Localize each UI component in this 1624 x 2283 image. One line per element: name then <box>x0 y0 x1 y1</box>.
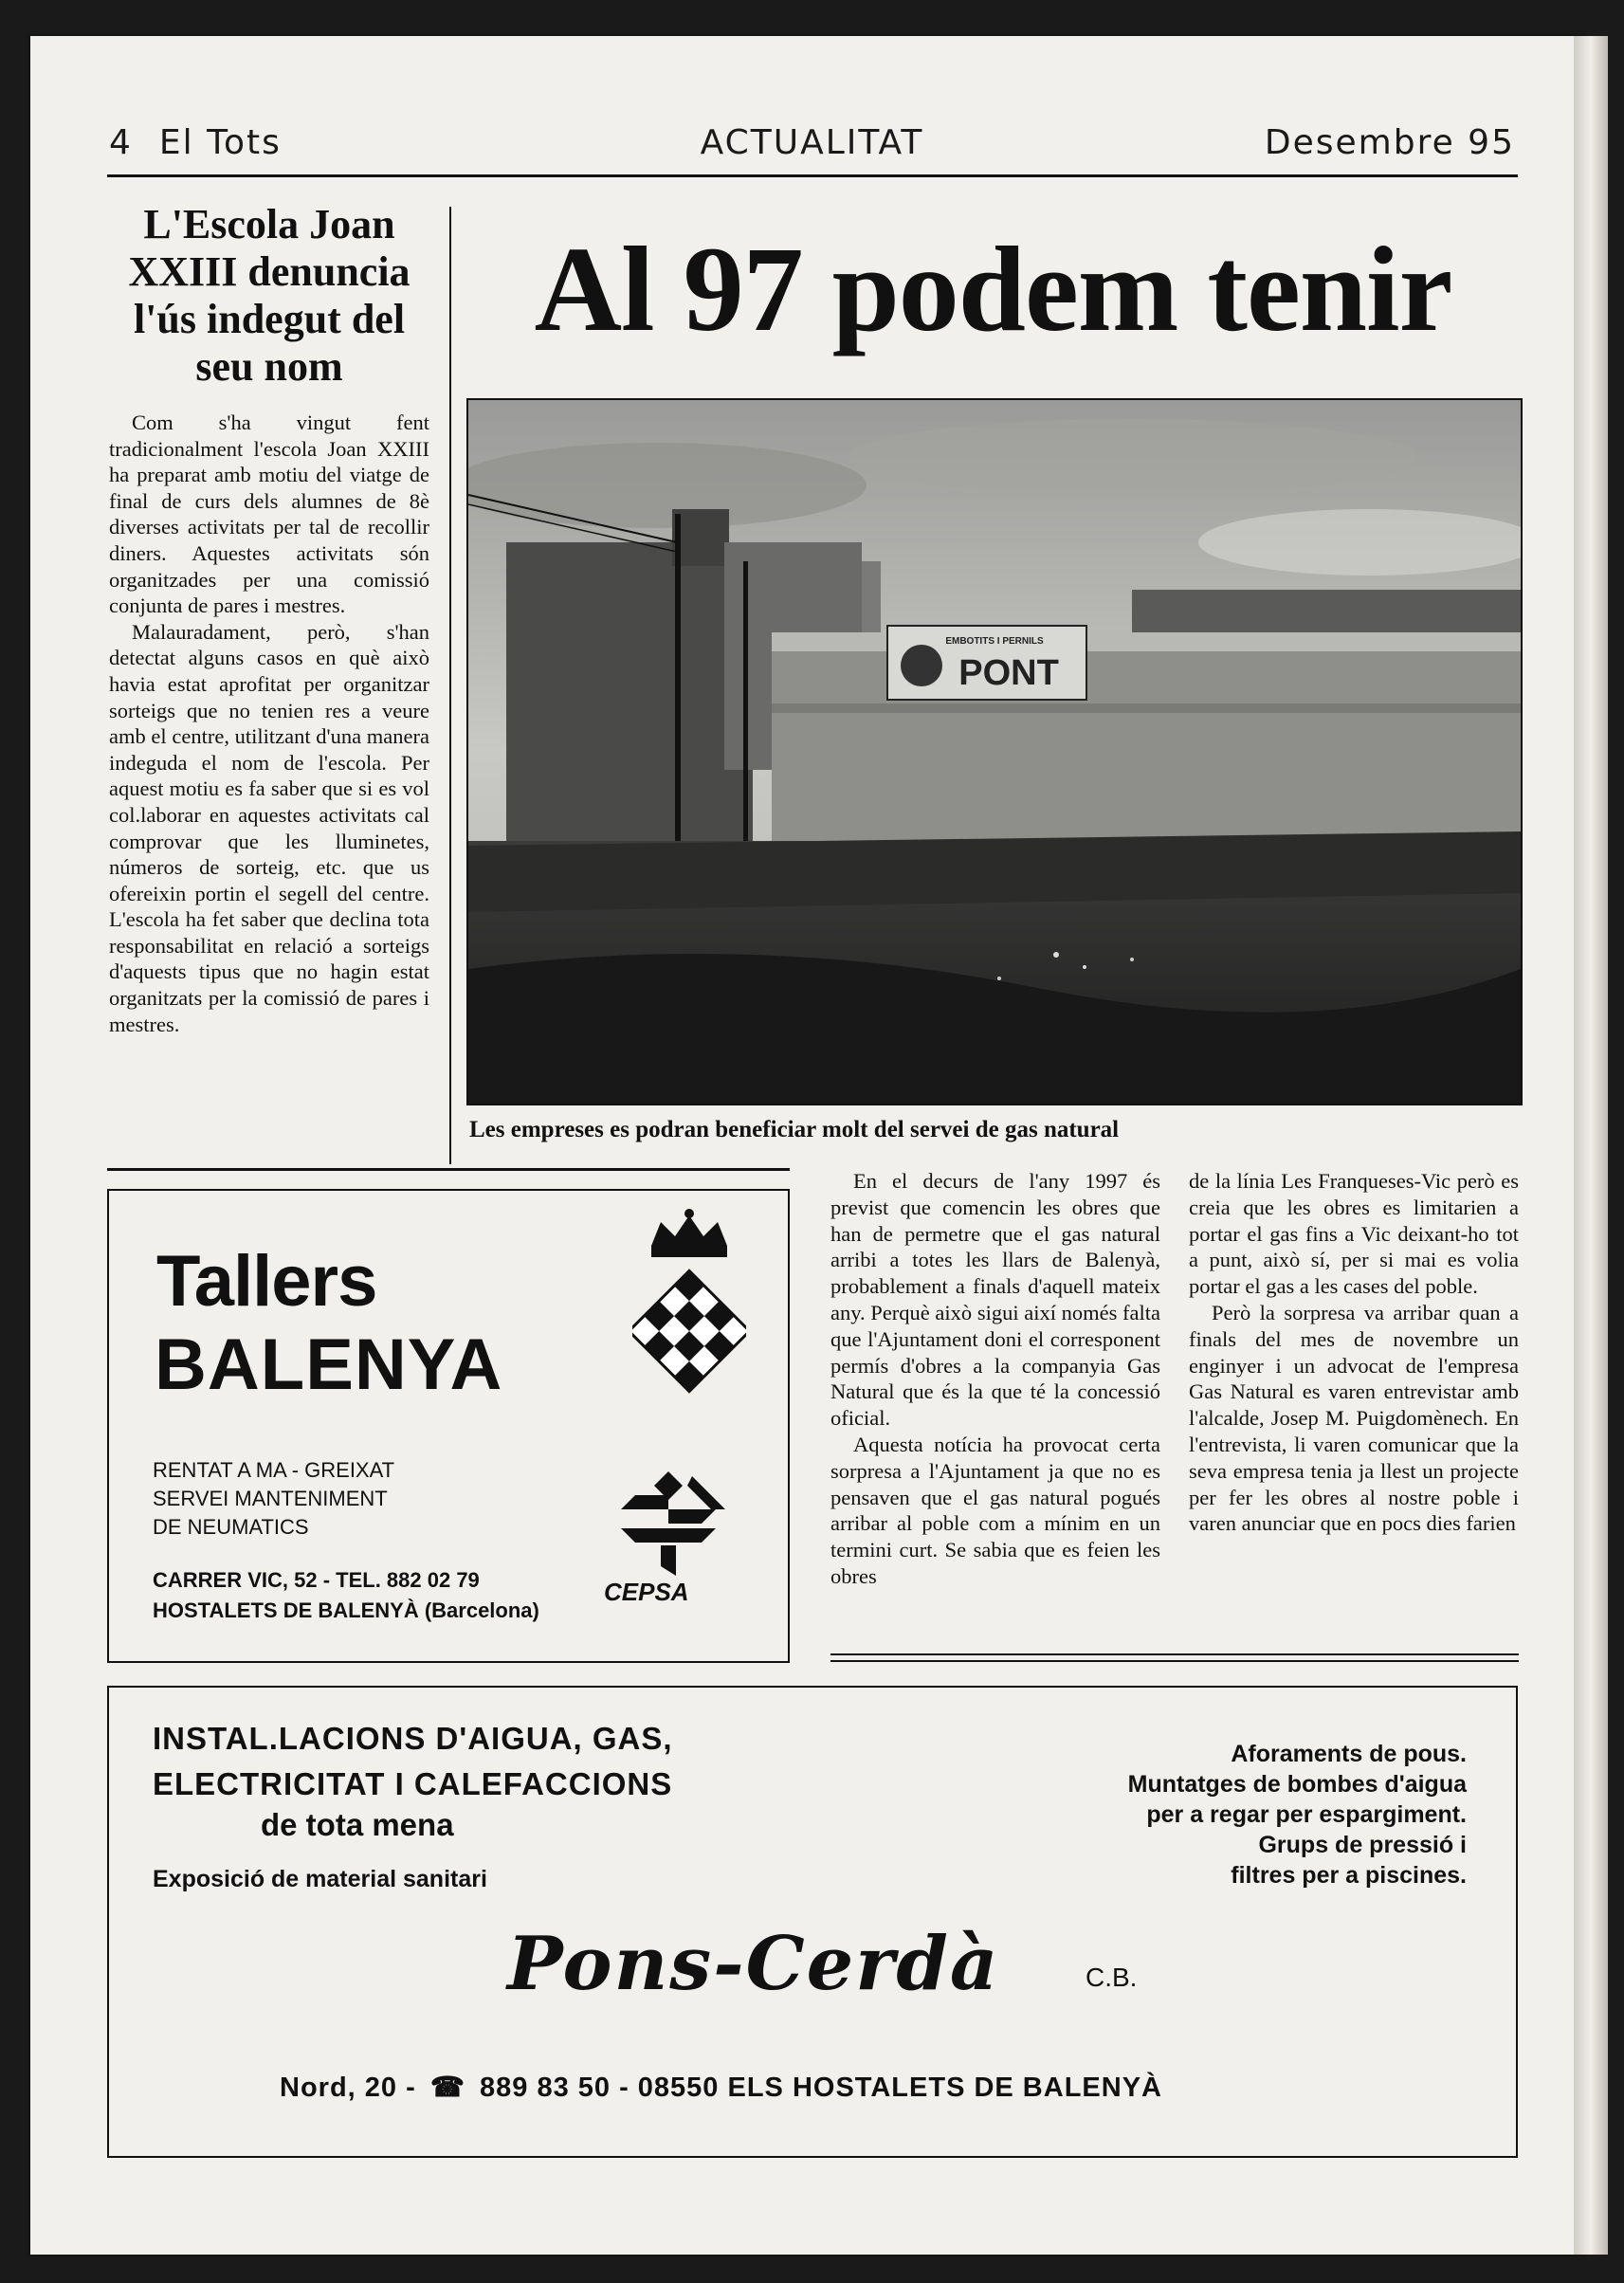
article-end-rule <box>830 1660 1519 1662</box>
article-paragraph: de la línia Les Franqueses-Vic però es creia que les obres es limitarien a portar el gas fins a Vic deixant-ho tot a punt, això sí, per si mai es volia portar el gas a les cases del poble. <box>1189 1169 1519 1299</box>
ad-line-3: de tota mena <box>261 1807 454 1842</box>
ad-line-1: INSTAL.LACIONS D'AIGUA, GAS, <box>153 1721 673 1756</box>
cepsa-brand: CEPSA <box>604 1578 689 1606</box>
header-rule <box>107 174 1518 177</box>
main-article-column-2 <box>1189 1168 1519 1537</box>
footer-town: - 08550 ELS HOSTALETS DE BALENYÀ <box>619 2073 1162 2103</box>
side-article-title: L'Escola Joan XXIII denuncia l'ús indegut del seu nom <box>128 201 411 390</box>
footer-street: Nord, 20 - <box>280 2073 416 2103</box>
side-article-body <box>109 410 429 1037</box>
ad-services <box>153 1456 394 1542</box>
pons-cerda-logo: Pons-Cerdà <box>507 1921 1000 2007</box>
article-rule <box>107 1168 790 1171</box>
ad-right-line: per a regar per espargiment. <box>1146 1801 1467 1828</box>
ad-service-line: SERVEI MANTENIMENT <box>153 1487 388 1510</box>
photo-caption: Les empreses es podran beneficiar molt del servei de gas natural <box>469 1117 1120 1142</box>
factory-photo <box>466 398 1523 1105</box>
next-page-edge <box>1574 36 1608 2255</box>
ad-title-line2: BALENYA <box>155 1324 503 1405</box>
pons-cerda-ad <box>107 1686 1518 2158</box>
column-divider <box>449 207 451 1164</box>
publication-name: El Tots <box>158 123 282 162</box>
ad-title-line1: Tallers <box>156 1241 377 1322</box>
phone-icon: ☎ <box>429 2073 465 2103</box>
main-headline: Al 97 podem tenir <box>534 222 1452 356</box>
ad-line-4: Exposició de material sanitari <box>153 1866 487 1892</box>
sign-small-text: EMBOTITS I PERNILS <box>945 636 1044 647</box>
ad-right-line: Aforaments de pous. <box>1231 1741 1467 1767</box>
footer-phone: 889 83 50 <box>480 2073 611 2103</box>
cepsa-logo-icon <box>602 1471 735 1580</box>
ad-services-right <box>1128 1739 1467 1890</box>
sign-pont-text: PONT <box>958 653 1059 693</box>
issue-date: Desembre 95 <box>1264 123 1515 162</box>
page-number: 4 <box>109 123 133 162</box>
main-article-column-1 <box>830 1168 1160 1590</box>
ad-address <box>153 1565 539 1626</box>
article-paragraph: Aquesta notícia ha provocat certa sorpresa a l'Ajuntament ja que no es pensaven que el gas natural pogués arribar al poble com a mínim en un termini curt. Se sabia que es feien les obres <box>830 1432 1160 1588</box>
ad-address-line: CARRER VIC, 52 - TEL. 882 02 79 <box>153 1568 480 1592</box>
article-end-rule <box>830 1653 1519 1655</box>
side-article-paragraph: Com s'ha vingut fent tradicionalment l'escola Joan XXIII ha preparat amb motiu del viatge de final de curs dels alumnes de 8è diverses activitats per tal de recollir diners. Aquestes activitats són organitzades per una comissió conjunta de pares i mestres. <box>109 411 429 618</box>
tallers-balenya-ad <box>107 1189 790 1663</box>
ad-line <box>153 1716 673 1807</box>
coat-of-arms-icon <box>632 1208 746 1402</box>
ad-right-line: filtres per a piscines. <box>1231 1862 1467 1889</box>
section-name: ACTUALITAT <box>700 123 924 162</box>
ad-service-line: DE NEUMATICS <box>153 1515 309 1539</box>
ad-address-line: HOSTALETS DE BALENYÀ (Barcelona) <box>153 1598 539 1622</box>
side-article-paragraph: Malauradament, però, s'han detectat alguns casos en què això havia estat aprofitat per organitzar sorteigs que no tenien res a veure amb el centre, utilitzant d'una manera indeguda el nom de l'escola. Per aquest motiu es fa saber que si es vol col.laborar en aquestes activitats cal comprovar que les lluminetes, números de sorteig, etc. que us ofereixin portin el segell del centre. L'escola ha fet saber que declina tota responsabilitat en relació a sorteigs d'aquests tipus que no hagin estat organitzats per la comissió de pares i mestres. <box>109 619 429 1036</box>
brand-suffix: C.B. <box>1086 1963 1138 1992</box>
ad-line-2: ELECTRICITAT I CALEFACCIONS <box>153 1766 673 1801</box>
ad-service-line: RENTAT A MA - GREIXAT <box>153 1458 395 1482</box>
ad-right-line: Muntatges de bombes d'aigua <box>1127 1771 1467 1798</box>
article-paragraph: Però la sorpresa va arribar quan a finals del mes de novembre un enginyer i un advocat de l'empresa Gas Natural es varen entrevistar amb l'alcalde, Josep M. Puigdomènech. En l'entrevista, li varen comunicar que la seva empresa tenia ja llest un projecte per fer les obres al nostre poble i varen anunciar que en pocs dies farien <box>1189 1300 1519 1536</box>
ad-footer <box>280 2071 1162 2104</box>
ad-right-line: Grups de pressió i <box>1258 1832 1467 1858</box>
article-paragraph: En el decurs de l'any 1997 és previst que comencin les obres que han de permetre que el gas natural arribi a totes les llars de Balenyà, probablement a finals d'aquell mateix any. Perquè això sigui així només falta que l'Ajuntament doni el corresponent permís d'obres a la companyia Gas Natural que és la que té la concessió oficial. <box>830 1169 1160 1431</box>
